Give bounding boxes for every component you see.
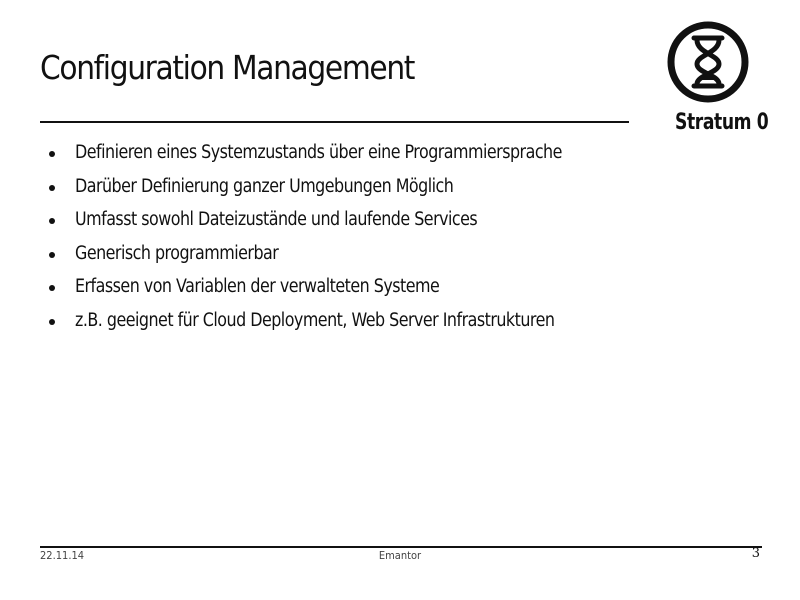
bullet-dot-icon [49, 252, 55, 258]
title-divider [40, 121, 629, 123]
bullet-dot-icon [49, 185, 55, 191]
bullet-text: Definieren eines Systemzustands über eine Programmiersprache [75, 142, 562, 163]
stratum0-logo [664, 18, 769, 138]
bullet-text: Umfasst sowohl Dateizustände und laufende Services [75, 209, 478, 230]
bullet-text: Erfassen von Variablen der verwalteten Systeme [75, 276, 440, 297]
bullet-dot-icon [49, 151, 55, 157]
footer-date: 22.11.14 [40, 549, 85, 562]
bullet-dot-icon [49, 285, 55, 291]
bullet-text: Darüber Definierung ganzer Umgebungen Möglich [75, 175, 454, 197]
slide-title: Configuration Management [40, 48, 415, 87]
page-number: 3 [751, 546, 760, 561]
footer-divider [40, 546, 762, 548]
hourglass-icon [664, 18, 764, 110]
logo-text: Stratum 0 [675, 110, 769, 135]
bullet-dot-icon [49, 319, 55, 325]
bullet-dot-icon [49, 218, 55, 224]
bullet-text: z.B. geeignet für Cloud Deployment, Web Server Infrastrukturen [75, 309, 555, 331]
bullet-text: Generisch programmierbar [75, 242, 279, 264]
footer-author: Emantor [378, 549, 422, 562]
